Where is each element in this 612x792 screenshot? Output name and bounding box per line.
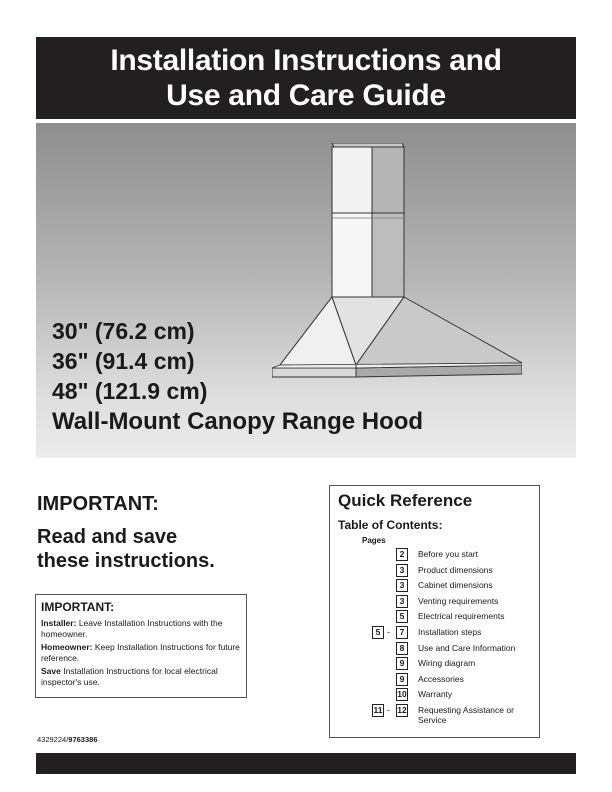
page-number: 9	[396, 673, 408, 686]
toc-label: Accessories	[418, 673, 464, 684]
toc-label: Electrical requirements	[418, 611, 505, 622]
document-number	[37, 735, 98, 744]
page-number-end: 12	[397, 704, 407, 715]
toc-label: Before you start	[418, 549, 479, 559]
page-number-end: 7	[396, 626, 408, 639]
hero-section	[36, 123, 576, 458]
toc-entry[interactable]	[330, 548, 539, 564]
notice-save	[41, 666, 241, 687]
footer-bar	[36, 753, 576, 774]
toc-entry[interactable]	[330, 579, 539, 595]
page-number: 3	[396, 564, 408, 577]
subheading-line-2: these instructions.	[37, 550, 215, 572]
toc-label: Product dimensions	[418, 564, 493, 575]
notice-text: Leave Installation Instructions with the homeowner.	[41, 618, 223, 639]
range-hood-illustration	[272, 143, 522, 393]
toc-label: Installation steps	[418, 626, 482, 637]
subheading-line-1: Read and save	[37, 526, 178, 548]
toc-entry[interactable]	[330, 704, 539, 726]
toc-label: Use and Care Information	[418, 642, 516, 653]
toc-list	[330, 548, 539, 726]
important-box-title: IMPORTANT:	[41, 600, 115, 614]
size-30: 30" (76.2 cm)	[52, 318, 195, 344]
toc-label: Cabinet dimensions	[418, 580, 493, 591]
notice-text: Installation Instructions for local electrical inspector's use.	[41, 666, 218, 687]
notice-installer	[41, 618, 241, 639]
notice-homeowner	[41, 642, 241, 663]
toc-title: Table of Contents:	[338, 518, 443, 532]
page-number: 5	[396, 610, 408, 623]
notice-label: Installer:	[41, 618, 77, 628]
toc-label: Venting requirements	[418, 595, 499, 606]
page-number: 3	[396, 595, 408, 608]
toc-entry[interactable]	[330, 642, 539, 658]
quick-reference-title: Quick Reference	[338, 491, 473, 510]
toc-entry[interactable]	[330, 657, 539, 673]
page-number-start: 11	[373, 704, 383, 715]
important-notice-box	[35, 594, 247, 698]
page-number: 8	[396, 642, 408, 655]
product-name: Wall-Mount Canopy Range Hood	[52, 408, 424, 435]
doc-number-bold: 9763386	[68, 735, 98, 744]
pages-label: Pages	[362, 536, 386, 545]
notice-label: Homeowner:	[41, 642, 93, 652]
toc-entry[interactable]	[330, 626, 539, 642]
header-title-bar	[36, 37, 576, 119]
page-number: 10	[397, 689, 407, 700]
toc-entry[interactable]	[330, 673, 539, 689]
size-list	[52, 316, 207, 406]
toc-entry[interactable]	[330, 595, 539, 611]
toc-entry[interactable]	[330, 564, 539, 580]
important-subheading	[37, 525, 257, 573]
page-number: 2	[396, 548, 408, 561]
page-range-dash: -	[387, 626, 390, 637]
page-number: 9	[396, 657, 408, 670]
title-line-1: Installation Instructions and	[110, 44, 502, 77]
important-heading: IMPORTANT:	[37, 493, 159, 515]
toc-label: Warranty	[418, 689, 453, 700]
toc-entry[interactable]	[330, 688, 539, 704]
toc-label: Requesting Assistance or Service	[418, 704, 514, 726]
toc-label: Wiring diagram	[418, 658, 476, 669]
toc-entry[interactable]	[330, 610, 539, 626]
size-36: 36" (91.4 cm)	[52, 348, 195, 374]
page-range-dash: -	[387, 704, 390, 715]
doc-number-prefix: 4329224/	[37, 735, 69, 744]
notice-text: Keep Installation Instructions for future reference.	[41, 642, 240, 663]
size-48: 48" (121.9 cm)	[52, 378, 208, 404]
page-number: 3	[396, 579, 408, 592]
notice-label: Save	[41, 666, 61, 676]
title-line-2: Use and Care Guide	[166, 79, 446, 112]
page-number-start: 5	[372, 626, 384, 639]
quick-reference-box	[329, 485, 540, 738]
